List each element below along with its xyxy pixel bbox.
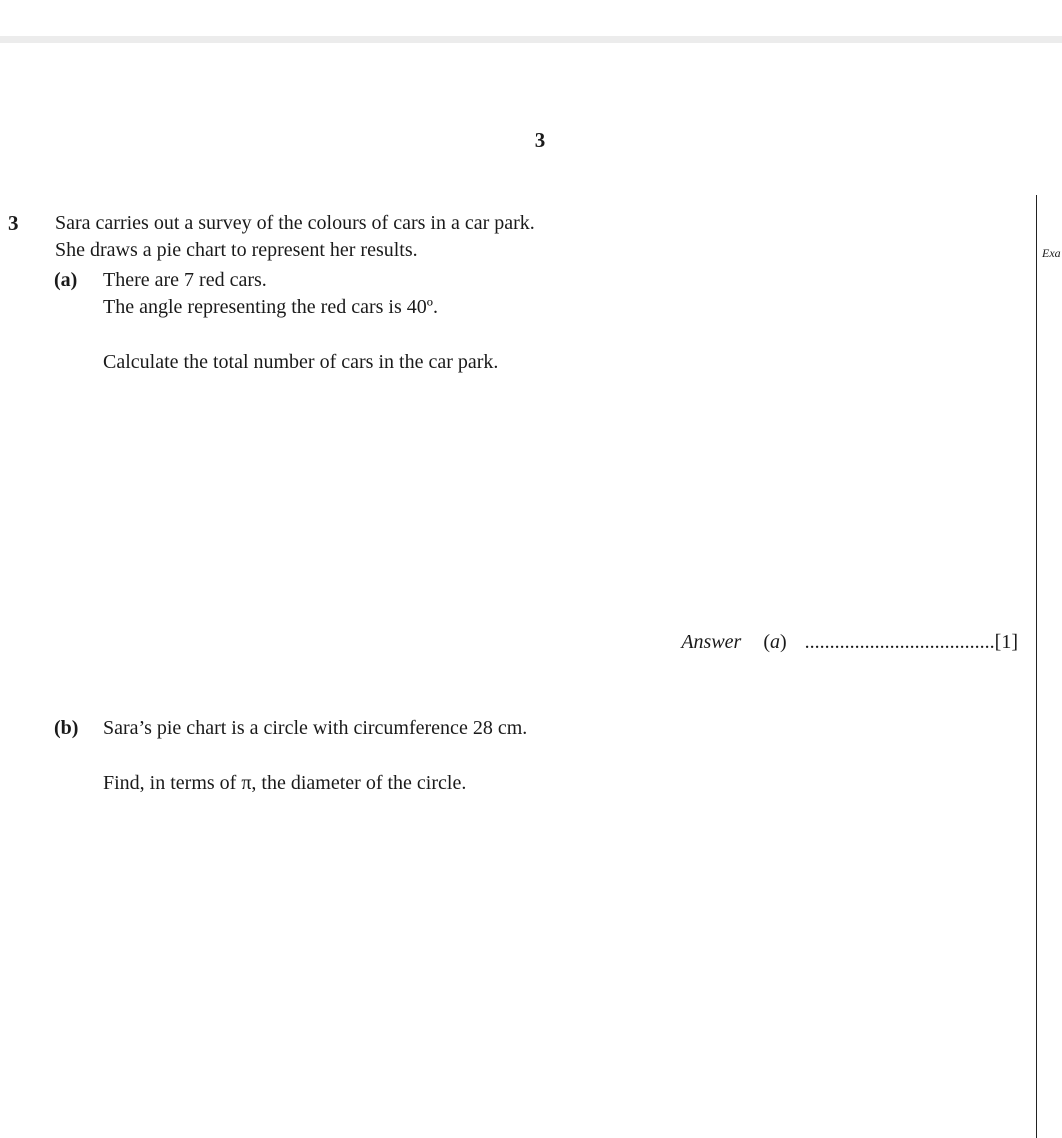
answer-part-letter: a [770,631,780,653]
part-b-line-1: Sara’s pie chart is a circle with circumference 28 cm. [103,717,528,739]
part-a-label: (a) [54,269,78,291]
page-number: 3 [534,128,546,152]
part-a-line-3: Calculate the total number of cars in the car park. [103,351,499,373]
question-intro-line-2: She draws a pie chart to represent her results. [55,239,418,261]
question-intro-line-1: Sara carries out a survey of the colours of cars in a car park. [55,212,535,234]
answer-line-a [681,630,1018,654]
part-a-line-2: The angle representing the red cars is 40º. [103,296,438,318]
margin-rule [1036,195,1037,1138]
question-number: 3 [8,211,19,235]
top-band [0,36,1062,43]
answer-word: Answer [681,631,742,653]
marks: [1] [994,631,1018,653]
top-bar [0,0,1062,36]
answer-paren-close: ) [780,631,787,653]
answer-paren-open: ( [763,631,770,653]
part-a-line-1: There are 7 red cars. [103,269,267,291]
margin-label: Exa [1042,246,1061,260]
answer-part-ref [763,631,786,653]
part-b-line-2: Find, in terms of π, the diameter of the circle. [103,772,467,794]
answer-dots[interactable]: ...................................... [804,631,995,653]
part-b-label: (b) [54,717,79,739]
